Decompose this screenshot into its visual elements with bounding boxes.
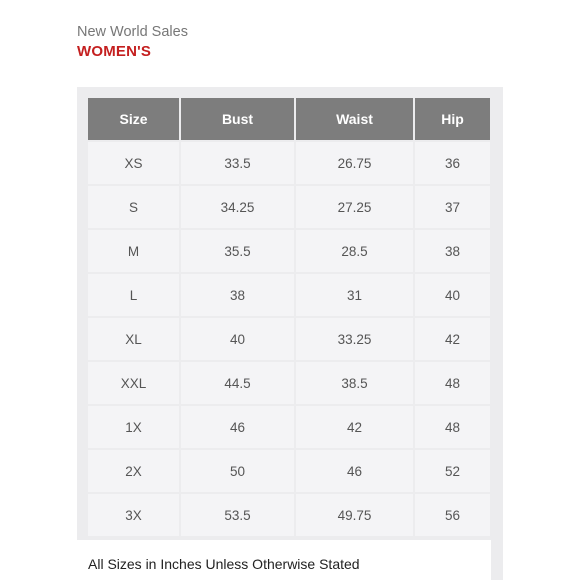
size-cell: XS bbox=[88, 142, 179, 184]
hip-cell: 36 bbox=[415, 142, 490, 184]
hip-cell: 48 bbox=[415, 362, 490, 404]
category-title: WOMEN'S bbox=[77, 43, 152, 60]
column-header-hip: Hip bbox=[415, 98, 490, 140]
table-row bbox=[88, 406, 490, 448]
size-cell: 1X bbox=[88, 406, 179, 448]
column-header-size: Size bbox=[88, 98, 179, 140]
column-header-bust: Bust bbox=[181, 98, 294, 140]
waist-cell: 26.75 bbox=[296, 142, 413, 184]
table-row bbox=[88, 142, 490, 184]
table-row bbox=[88, 230, 490, 272]
bust-cell: 34.25 bbox=[181, 186, 294, 228]
bust-cell: 46 bbox=[181, 406, 294, 448]
bust-cell: 50 bbox=[181, 450, 294, 492]
waist-cell: 33.25 bbox=[296, 318, 413, 360]
bust-cell: 33.5 bbox=[181, 142, 294, 184]
hip-cell: 48 bbox=[415, 406, 490, 448]
hip-cell: 40 bbox=[415, 274, 490, 316]
hip-cell: 56 bbox=[415, 494, 490, 536]
size-chart-table bbox=[86, 96, 492, 538]
waist-cell: 42 bbox=[296, 406, 413, 448]
size-cell: 2X bbox=[88, 450, 179, 492]
brand-name: New World Sales bbox=[77, 24, 188, 40]
waist-cell: 46 bbox=[296, 450, 413, 492]
hip-cell: 38 bbox=[415, 230, 490, 272]
bust-cell: 40 bbox=[181, 318, 294, 360]
bust-cell: 35.5 bbox=[181, 230, 294, 272]
size-cell: XL bbox=[88, 318, 179, 360]
size-chart-panel bbox=[77, 87, 503, 580]
size-cell: L bbox=[88, 274, 179, 316]
waist-cell: 38.5 bbox=[296, 362, 413, 404]
hip-cell: 37 bbox=[415, 186, 490, 228]
column-header-waist: Waist bbox=[296, 98, 413, 140]
waist-cell: 28.5 bbox=[296, 230, 413, 272]
bust-cell: 53.5 bbox=[181, 494, 294, 536]
table-row bbox=[88, 186, 490, 228]
table-row bbox=[88, 450, 490, 492]
waist-cell: 49.75 bbox=[296, 494, 413, 536]
hip-cell: 42 bbox=[415, 318, 490, 360]
size-cell: S bbox=[88, 186, 179, 228]
size-cell: XXL bbox=[88, 362, 179, 404]
bust-cell: 38 bbox=[181, 274, 294, 316]
waist-cell: 31 bbox=[296, 274, 413, 316]
footnote-box bbox=[77, 540, 491, 580]
size-cell: M bbox=[88, 230, 179, 272]
table-row bbox=[88, 494, 490, 536]
table-row bbox=[88, 362, 490, 404]
table-row bbox=[88, 318, 490, 360]
waist-cell: 27.25 bbox=[296, 186, 413, 228]
hip-cell: 52 bbox=[415, 450, 490, 492]
size-cell: 3X bbox=[88, 494, 179, 536]
table-row bbox=[88, 274, 490, 316]
footnote-text: All Sizes in Inches Unless Otherwise Stated bbox=[88, 556, 360, 572]
bust-cell: 44.5 bbox=[181, 362, 294, 404]
table-header-row bbox=[88, 98, 490, 140]
